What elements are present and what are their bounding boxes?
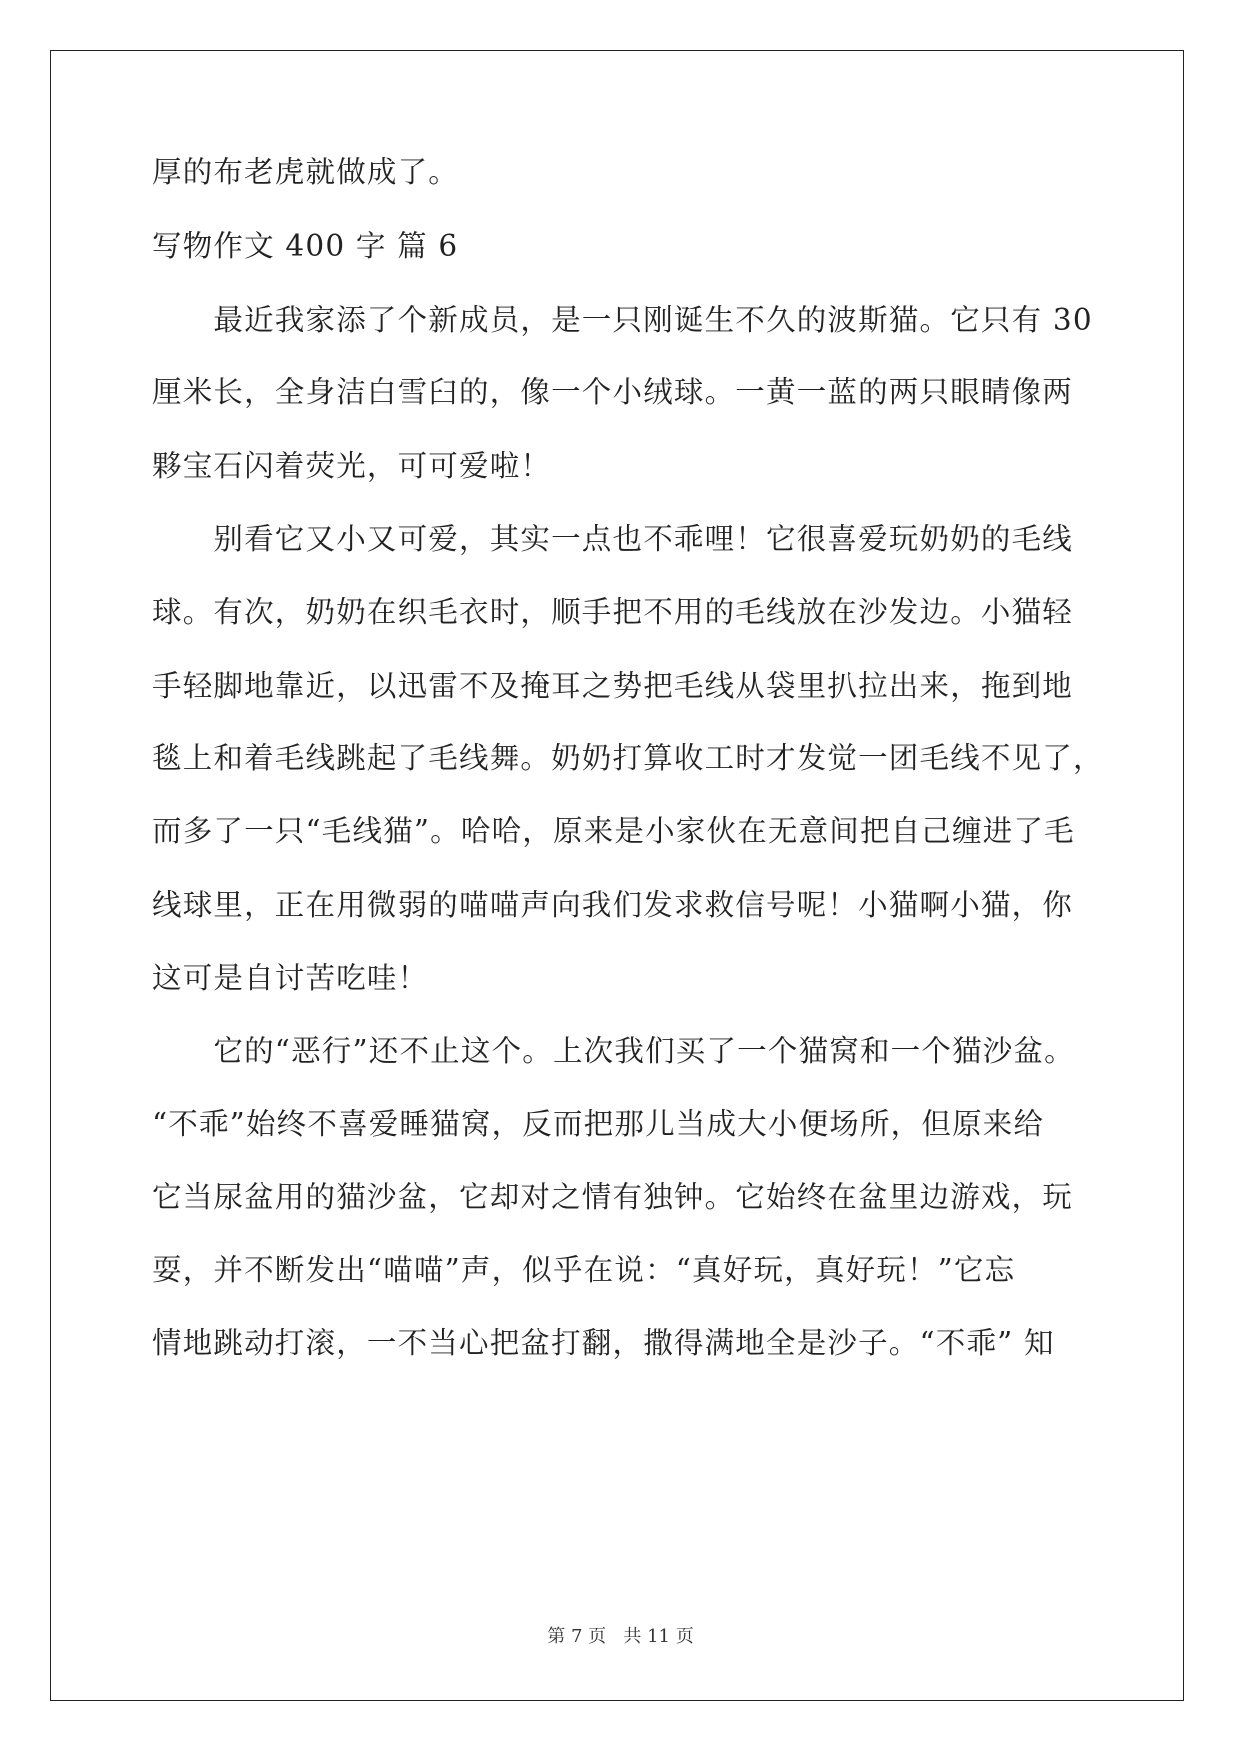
text-line: 线球里，正在用微弱的喵喵声向我们发求救信号呢！小猫啊小猫，你	[152, 888, 1074, 922]
text-line: 这可是自讨苦吃哇！	[152, 961, 429, 995]
text-line: 手轻脚地靠近，以迅雷不及掩耳之势把毛线从袋里扒拉出来，拖到地	[152, 669, 1074, 703]
text-line: 最近我家添了个新成员，是一只刚诞生不久的波斯猫。它只有 30	[152, 303, 1093, 337]
page-border	[50, 50, 1184, 1701]
text-line: 别看它又小又可爱，其实一点也不乖哩！它很喜爱玩奶奶的毛线	[152, 522, 1074, 556]
text-line: 厘米长，全身洁白雪臼的，像一个小绒球。一黄一蓝的两只眼睛像两	[152, 375, 1074, 409]
text-line: 而多了一只“毛线猫”。哈哈，原来是小家伙在无意间把自己缠进了毛	[152, 814, 1075, 848]
text-line: 厚的布老虎就做成了。	[152, 155, 460, 189]
text-line: “不乖”始终不喜爱睡猫窝，反而把那儿当成大小便场所，但原来给	[152, 1107, 1045, 1141]
text-line: 情地跳动打滚，一不当心把盆打翻，撒得满地全是沙子。“不乖” 知	[152, 1326, 1055, 1360]
text-line: 球。有次，奶奶在织毛衣时，顺手把不用的毛线放在沙发边。小猫轻	[152, 595, 1074, 629]
text-line: 夥宝石闪着荧光，可可爱啦！	[152, 449, 552, 483]
text-line: 耍，并不断发出“喵喵”声，似乎在说：“真好玩，真好玩！”它忘	[152, 1253, 1016, 1287]
text-line: 毯上和着毛线跳起了毛线舞。奶奶打算收工时才发觉一团毛线不见了，	[152, 741, 1104, 775]
page-number: 第 7 页 共 11 页	[547, 1626, 694, 1647]
section-heading: 写物作文 400 字 篇 6	[152, 229, 459, 263]
text-line: 它的“恶行”还不止这个。上次我们买了一个猫窝和一个猫沙盆。	[152, 1034, 1075, 1068]
text-line: 它当尿盆用的猫沙盆，它却对之情有独钟。它始终在盆里边游戏，玩	[152, 1180, 1074, 1214]
page-footer	[0, 1622, 1241, 1648]
